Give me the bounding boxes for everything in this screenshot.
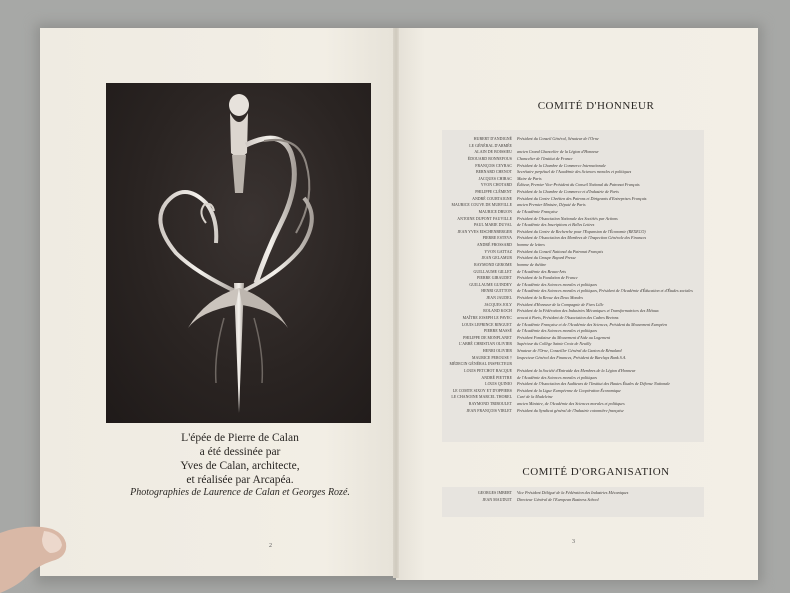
member-name: LE COMTE SIXOY ET D'OPPIERS bbox=[452, 388, 512, 393]
committee-row bbox=[442, 149, 704, 156]
committee-row bbox=[442, 255, 704, 262]
committee-row bbox=[442, 315, 704, 322]
member-name: ANDRÉ PIETTRE bbox=[481, 375, 512, 380]
member-role: Président Fondateur du Mouvement d'Aide au Logement bbox=[517, 334, 610, 340]
member-role: ancien Premier Ministre, Député de Paris bbox=[517, 202, 586, 208]
caption-line: Yves de Calan, architecte, bbox=[180, 460, 300, 472]
committee-row bbox=[442, 308, 704, 315]
member-role: Président de l'Association Nationale des Sociétés par Actions bbox=[517, 215, 618, 221]
member-name: GUILLAUME GILLET bbox=[473, 269, 512, 274]
committee-row bbox=[442, 381, 704, 388]
member-name: JACQUES JOLY bbox=[484, 302, 512, 307]
comite-organisation-heading: COMITÉ D'ORGANISATION bbox=[522, 466, 670, 478]
member-role: Président de la Fondation de France bbox=[517, 275, 578, 281]
member-role: Secrétaire perpétuel de l'Académie des Sciences morales et politiques bbox=[517, 169, 632, 175]
member-name: MAURICE DRUON bbox=[478, 209, 512, 214]
member-role: Président de la Chambre de Commerce Internationale bbox=[517, 162, 606, 168]
member-role: Président de l'Association des Membres de l'Inspection Générale des Finances bbox=[517, 235, 647, 241]
right-page bbox=[396, 28, 758, 580]
committee-row bbox=[442, 136, 704, 143]
member-role: de l'Académie des Inscriptions et Belles Lettres bbox=[517, 222, 595, 228]
thumb-icon bbox=[0, 513, 70, 593]
caption-line: L'épée de Pierre de Calan bbox=[181, 432, 299, 444]
member-name: LOUIS PETCHOT BACQUE bbox=[464, 368, 512, 373]
member-role: Directeur Général de l'European Business School bbox=[517, 496, 599, 502]
committee-row bbox=[442, 242, 704, 249]
caption-line: a été dessinée par bbox=[199, 446, 281, 458]
committee-row bbox=[442, 282, 704, 289]
committee-row bbox=[442, 295, 704, 302]
committee-row bbox=[442, 388, 704, 395]
member-role: ancien Grand Chancelier de la Légion d'Honneur bbox=[517, 149, 599, 155]
member-role: Vice Président Délégué de la Fédération des Industries Mécaniques bbox=[517, 490, 629, 495]
member-name: PHILIPPE CLÉMENT bbox=[475, 190, 512, 194]
member-role: Président de la Ligue Européenne de Coopération Économique bbox=[517, 387, 621, 393]
member-name: GUILLAUME GUINDEY bbox=[469, 282, 512, 287]
committee-row bbox=[442, 209, 704, 216]
committee-row bbox=[442, 401, 704, 408]
comite-honneur-heading: COMITÉ D'HONNEUR bbox=[537, 100, 655, 112]
member-role: avocat à Paris, Président de l'Association des Cadres Bretons bbox=[517, 314, 619, 320]
committee-row bbox=[442, 328, 704, 335]
member-name: GEORGES IMBERT bbox=[477, 491, 512, 495]
committee-row bbox=[442, 222, 704, 229]
committee-row bbox=[442, 163, 704, 170]
member-name: JEAN FRANÇOIS VIRLET bbox=[466, 408, 512, 413]
committee-row bbox=[442, 156, 704, 163]
committee-row bbox=[442, 341, 704, 348]
member-name: ANDRÉ FROSSARD bbox=[476, 243, 512, 247]
committee-row bbox=[442, 394, 704, 401]
committee-row bbox=[442, 335, 704, 342]
left-page bbox=[40, 28, 396, 576]
member-name: L'ABBÉ CHRISTIAN OLIVIER bbox=[459, 342, 512, 347]
member-role: Président du Conseil Général, Sénateur de l'Orne bbox=[517, 136, 599, 141]
member-name: ANDRÉ COURTAIGNE bbox=[472, 196, 512, 201]
honneur-list bbox=[442, 136, 704, 414]
member-name: RAYMOND TRIBOULET bbox=[468, 402, 512, 406]
member-name: PIERRE ESTEVA bbox=[482, 236, 512, 241]
member-name: LOUIS LEPRINCE RINGUET bbox=[461, 322, 512, 327]
member-role: Président du Centre Chrétien des Patrons et Dirigeants d'Entreprises Français bbox=[517, 195, 647, 201]
sword-sculpture-icon bbox=[106, 83, 371, 423]
committee-row bbox=[442, 408, 704, 415]
member-role: Président du Groupe Bayard Presse bbox=[517, 255, 576, 261]
member-role: Président de la Société d'Entraide des Membres de la Légion d'Honneur bbox=[517, 367, 636, 373]
committee-row bbox=[442, 262, 704, 269]
member-role bbox=[517, 361, 704, 368]
member-name: JEAN YVES EISCHENBERGER bbox=[457, 229, 512, 234]
member-name: FRANÇOIS CEYRAC bbox=[475, 163, 512, 168]
member-role: Chancelier de l'Institut de France bbox=[517, 155, 573, 161]
member-role: Sénateur de l'Orne, Conseiller Général du Canton de Rémalard bbox=[517, 348, 622, 353]
committee-row bbox=[442, 490, 704, 497]
member-name: PIERRE GIRAUDET bbox=[476, 276, 512, 281]
member-name: MAÎTRE JOSEPH LE PAVEC bbox=[462, 315, 512, 320]
page-number-right: 3 bbox=[572, 539, 575, 545]
committee-row bbox=[442, 176, 704, 183]
organisation-list bbox=[442, 490, 704, 503]
committee-row bbox=[442, 269, 704, 276]
member-role: Éditeur, Premier Vice-Président du Conseil National du Patronat Français bbox=[517, 182, 640, 188]
member-name: ROLAND KOCH bbox=[483, 309, 512, 314]
member-role: de l'Académie Française bbox=[517, 208, 558, 214]
member-name: JEAN GELAMUR bbox=[481, 256, 512, 261]
committee-row bbox=[442, 229, 704, 236]
member-name: LOUIS QUINIO bbox=[485, 382, 512, 387]
committee-row bbox=[442, 348, 704, 355]
member-name: BERNARD CHENOT bbox=[475, 170, 512, 175]
member-name: PIERRE MASSÉ bbox=[484, 329, 512, 334]
member-role: Président d'Honneur de la Compagnie de Fives Lille bbox=[517, 301, 604, 307]
committee-row bbox=[442, 196, 704, 203]
member-name: MAURICE PEROUSE † bbox=[472, 355, 512, 360]
photo-credit: Photographies de Laurence de Calan et Georges Rozé. bbox=[130, 487, 350, 498]
member-role: ancien Ministre, de l'Académie des Sciences morales et politiques bbox=[517, 401, 625, 406]
member-name: ALAIN DE BOISSIEU bbox=[474, 150, 512, 155]
committee-row bbox=[442, 288, 704, 295]
member-name: YVON CHOTARD bbox=[480, 183, 512, 188]
organisation-list-box bbox=[442, 487, 704, 517]
committee-row bbox=[442, 169, 704, 176]
committee-row bbox=[442, 375, 704, 382]
member-name: YVON GATTAZ bbox=[484, 249, 512, 254]
member-name: LE GÉNÉRAL D'ARMÉE bbox=[469, 143, 512, 148]
member-role bbox=[517, 143, 704, 150]
sword-photo bbox=[106, 83, 371, 423]
member-name: ANTOINE DUPONT FAUVILLE bbox=[457, 216, 512, 221]
committee-row bbox=[442, 235, 704, 242]
member-role: de l'Académie des Sciences morales et politiques, Président de l'Académie d'Éducation et d'Études sociales bbox=[517, 288, 693, 294]
committee-row bbox=[442, 322, 704, 329]
member-name: PHILIPPE DE MONPLANET bbox=[463, 335, 512, 340]
member-name: JACQUES CHIRAC bbox=[478, 176, 512, 181]
member-name: JEAN MAUDUIT bbox=[482, 497, 512, 502]
member-role: Président du Conseil National du Patronat Français bbox=[517, 248, 604, 254]
member-role: Président de la Fédération des Industries Mécaniques et Transformatrices des Métaux bbox=[517, 308, 659, 314]
member-role: de l'Académie Française et de l'Académie des Sciences, Président du Mouvement Européen bbox=[517, 321, 668, 327]
member-name: HENRI GUITTON bbox=[481, 289, 512, 294]
honneur-list-box bbox=[442, 130, 704, 442]
committee-row bbox=[442, 361, 704, 368]
member-role: Président du Syndicat général de l'Industrie cotonnière française bbox=[517, 407, 624, 413]
member-role: Inspecteur Général des Finances, Président de Barclays Bank S.A. bbox=[517, 354, 627, 360]
committee-row bbox=[442, 355, 704, 362]
member-role: homme de théâtre bbox=[517, 261, 547, 267]
member-name: ÉDOUARD BONNEFOUS bbox=[467, 156, 512, 161]
member-role: de l'Académie des Sciences morales et politiques bbox=[517, 374, 597, 380]
member-role: Curé de la Madeleine bbox=[517, 394, 553, 400]
committee-row bbox=[442, 182, 704, 189]
member-name: HUBERT D'ANDIGNÉ bbox=[473, 137, 512, 141]
committee-row bbox=[442, 497, 704, 504]
member-name: LE CHANOINE MARCEL THOREL bbox=[451, 395, 512, 400]
member-role: de l'Académie des Beaux-Arts bbox=[517, 268, 566, 274]
member-name: JEAN JAUDEL bbox=[486, 296, 512, 300]
member-name: MÉDECIN GÉNÉRAL INSPECTEUR bbox=[449, 362, 512, 367]
caption-line: et réalisée par Arcapéa. bbox=[186, 474, 294, 486]
member-role: Président de l'Association des Auditeurs de l'Institut des Hautes Études de Défense Nationale bbox=[517, 381, 671, 387]
committee-row bbox=[442, 368, 704, 375]
member-role: Maire de Paris bbox=[517, 175, 542, 181]
member-role: homme de lettres bbox=[517, 242, 545, 247]
committee-row bbox=[442, 275, 704, 282]
committee-row bbox=[442, 249, 704, 256]
member-name: RAYMOND GEROME bbox=[474, 262, 512, 267]
committee-row bbox=[442, 189, 704, 196]
member-role: de l'Académie des Sciences morales et politiques bbox=[517, 328, 597, 334]
committee-row bbox=[442, 302, 704, 309]
book-gutter bbox=[393, 28, 399, 578]
committee-row bbox=[442, 216, 704, 223]
member-role: Président de la Chambre de Commerce et d'Industrie de Paris bbox=[517, 189, 619, 194]
sword-caption bbox=[100, 431, 380, 487]
member-role: Président du Centre de Recherche pour l'Expansion de l'Économie (REXECO) bbox=[517, 228, 646, 234]
member-role: de l'Académie des Sciences morales et politiques bbox=[517, 281, 597, 287]
page-number-left: 2 bbox=[269, 543, 272, 549]
committee-row bbox=[442, 143, 704, 150]
member-name: MAURICE COUVE DE MURVILLE bbox=[451, 203, 512, 208]
member-name: PAUL MARIE DUVAL bbox=[473, 223, 512, 228]
committee-row bbox=[442, 202, 704, 209]
member-role: Supérieur du Collège Sainte Croix de Neuilly bbox=[517, 341, 592, 347]
member-name: HENRI OLIVIER bbox=[482, 349, 512, 353]
member-role: Président de la Revue des Deux Mondes bbox=[517, 295, 583, 300]
